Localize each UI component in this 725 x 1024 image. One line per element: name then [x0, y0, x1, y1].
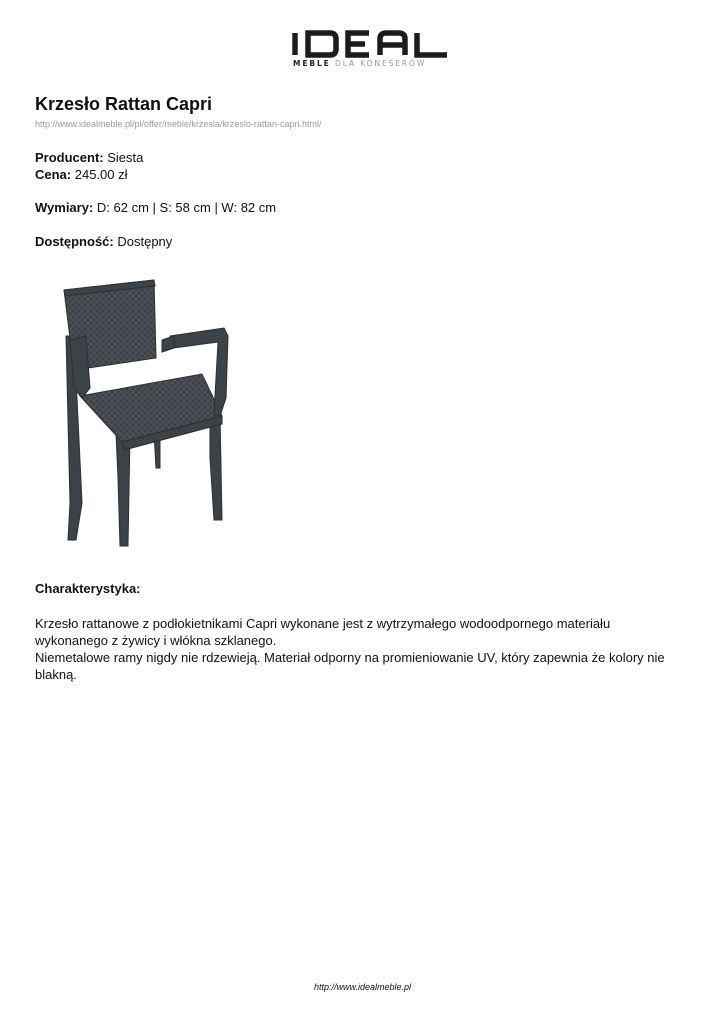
description-paragraph: Niemetalowe ramy nigdy nie rdzewieją. Materiał odporny na promieniowanie UV, który zapewnia że kolory nie blakną. [35, 650, 665, 682]
product-url[interactable]: http://www.idealmeble.pl/pl/offer/meble/krzesla/krzeslo-rattan-capri.html/ [35, 119, 322, 129]
price-value: 245.00 zł [74, 167, 128, 182]
chair-illustration [52, 278, 242, 548]
footer-url[interactable]: http://www.idealmeble.pl [313, 982, 412, 992]
product-image [52, 278, 242, 548]
dimensions-label: Wymiary: [35, 200, 94, 215]
availability-label: Dostępność: [35, 234, 114, 249]
price-label: Cena: [35, 167, 72, 182]
producer-row [35, 150, 143, 166]
availability-row [35, 234, 172, 250]
logo-tagline: MEBLE DLA KONESERÓW [293, 59, 427, 68]
availability-value: Dostępny [117, 234, 173, 249]
dimensions-row [35, 200, 276, 216]
logo-wordmark [290, 30, 450, 58]
price-row [35, 167, 128, 183]
producer-label: Producent: [35, 150, 104, 165]
brand-logo[interactable] [290, 30, 450, 72]
description-heading: Charakterystyka: [35, 581, 141, 596]
dimensions-value: D: 62 cm | S: 58 cm | W: 82 cm [96, 200, 277, 215]
description-paragraph: Krzesło rattanowe z podłokietnikami Capri wykonane jest z wytrzymałego wodoodpornego materiału wykonanego z żywicy i włókna szklanego. [35, 616, 611, 648]
description-body [35, 615, 685, 683]
product-title: Krzesło Rattan Capri [35, 94, 213, 114]
producer-value: Siesta [107, 150, 144, 165]
